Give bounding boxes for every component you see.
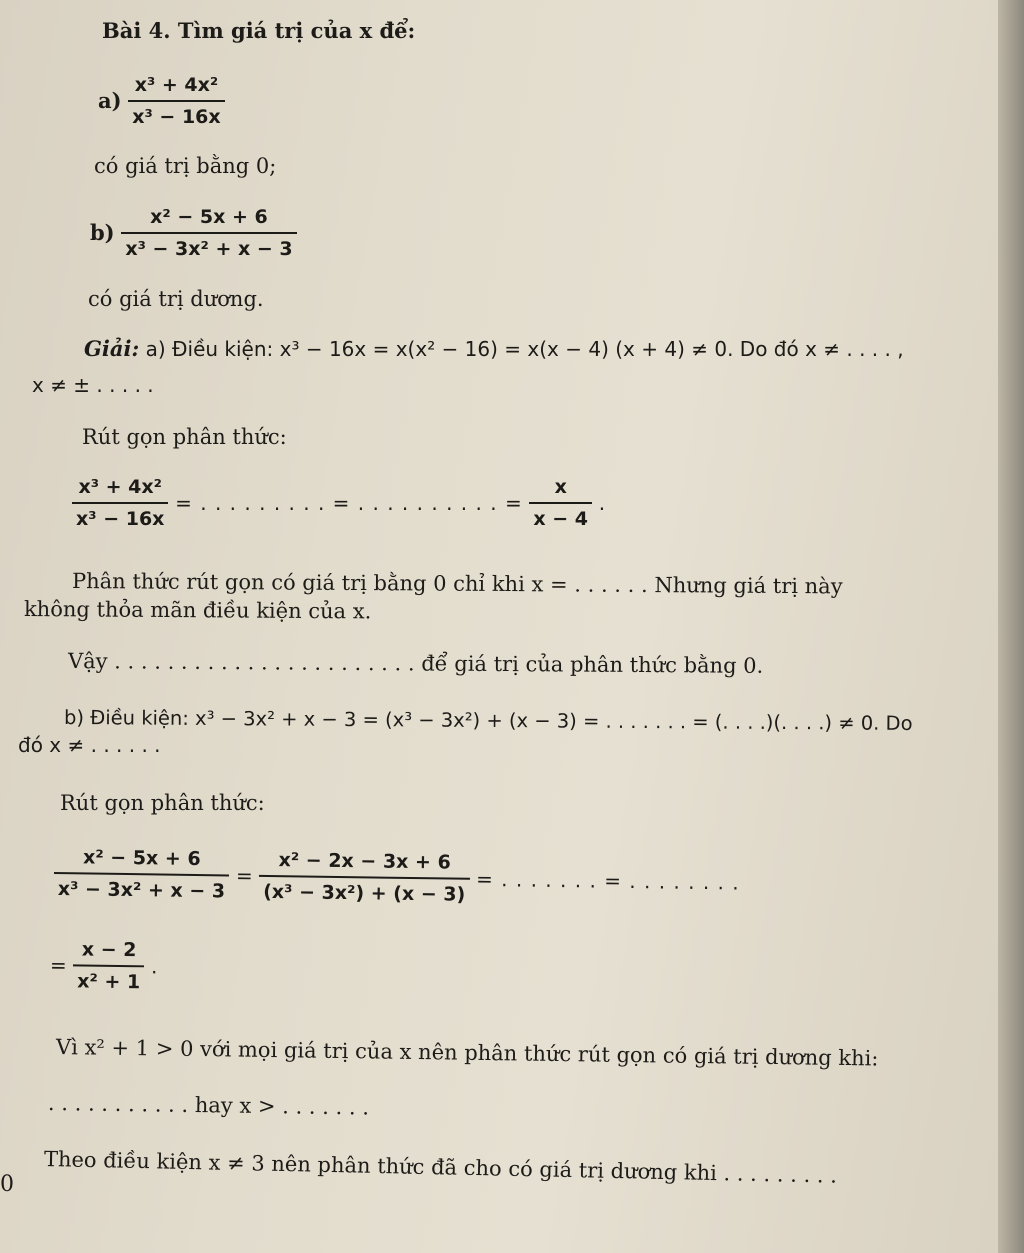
solution-heading: Giải: xyxy=(84,336,140,361)
part-b-fraction-expr xyxy=(121,204,296,262)
page-number: 0 xyxy=(0,1172,14,1197)
solution-a-lhs-fraction xyxy=(72,474,168,532)
part-a-label: a) xyxy=(98,88,122,113)
part-a-numerator: x³ + 4x² xyxy=(128,72,224,102)
solution-b-f2-numerator: x² − 2x − 3x + 6 xyxy=(259,847,469,880)
solution-a-line2: x ≠ ± . . . . . xyxy=(32,373,154,397)
solution-a-condition: a) Điều kiện: x³ − 16x = x(x² − 16) = x(x − 4) (x + 4) ≠ 0. Do đó x ≠ . . . . , xyxy=(139,337,904,361)
solution-b-f1-numerator: x² − 5x + 6 xyxy=(54,844,230,876)
solution-b-equals-1: = xyxy=(235,863,253,888)
solution-b-f1-denominator: x³ − 3x² + x − 3 xyxy=(57,878,226,903)
solution-b-reason-2: . . . . . . . . . . . hay x > . . . . . . . xyxy=(47,1091,370,1120)
solution-b-final: Theo điều kiện x ≠ 3 nên phân thức đã cho có giá trị dương khi . . . . . . . . . xyxy=(43,1147,838,1188)
solution-a-line1 xyxy=(84,336,904,362)
solution-b-result xyxy=(50,936,158,995)
solution-b-f2-denominator: (x³ − 3x²) + (x − 3) xyxy=(263,880,466,906)
part-a-denominator: x³ − 16x xyxy=(132,106,221,128)
part-a-fraction xyxy=(98,72,225,130)
part-a-condition: có giá trị bằng 0; xyxy=(94,154,277,178)
part-b-label: b) xyxy=(90,220,115,245)
solution-a-simplify-chain xyxy=(72,474,605,532)
solution-b-fraction-2 xyxy=(259,847,470,908)
solution-a-conclusion-2: không thỏa mãn điều kiện của x. xyxy=(23,597,372,624)
solution-a-rhs-numerator: x xyxy=(529,474,592,504)
solution-a-final: Vậy . . . . . . . . . . . . . . . . . . . . . . . để giá trị của phân thức bằng 0. xyxy=(67,649,764,678)
solution-a-rhs-fraction xyxy=(529,474,592,532)
part-b-fraction xyxy=(90,204,297,262)
solution-a-end-dot: . xyxy=(598,491,606,515)
solution-b-reason-1: Vì x² + 1 > 0 với mọi giá trị của x nên phân thức rút gọn có giá trị dương khi: xyxy=(55,1035,879,1071)
part-b-condition: có giá trị dương. xyxy=(88,287,264,311)
solution-a-simplify-label: Rút gọn phân thức: xyxy=(82,425,287,449)
solution-b-line2: đó x ≠ . . . . . . xyxy=(18,733,161,757)
solution-b-line1 xyxy=(64,704,913,737)
solution-b-simplify-chain xyxy=(54,844,741,912)
solution-b-equals-2: = xyxy=(49,953,67,978)
problem-title: Bài 4. Tìm giá trị của x để: xyxy=(102,18,416,43)
solution-b-fraction-1 xyxy=(54,844,230,904)
part-b-numerator: x² − 5x + 6 xyxy=(121,204,296,234)
solution-b-end-dot: . xyxy=(150,954,158,979)
solution-b-f3-numerator: x − 2 xyxy=(73,936,144,967)
solution-a-lhs-numerator: x³ + 4x² xyxy=(72,474,168,504)
solution-a-conclusion-1: Phân thức rút gọn có giá trị bằng 0 chỉ khi x = . . . . . . Nhưng giá trị này xyxy=(71,569,843,599)
part-b-denominator: x³ − 3x² + x − 3 xyxy=(125,238,293,260)
solution-b-fraction-3 xyxy=(73,936,145,995)
solution-a-lhs-denominator: x³ − 16x xyxy=(76,508,165,530)
solution-b-blanks: = . . . . . . . = . . . . . . . . xyxy=(475,866,740,895)
solution-b-f3-denominator: x² + 1 xyxy=(77,970,141,994)
solution-a-rhs-denominator: x − 4 xyxy=(533,508,589,530)
solution-a-blanks: = . . . . . . . . . = . . . . . . . . . . = xyxy=(175,491,523,515)
page-edge xyxy=(998,0,1024,1253)
solution-b-condition: b) Điều kiện: x³ − 3x² + x − 3 = (x³ − 3x²) + (x − 3) = . . . . . . . = (. . . .)(. . . .) ≠ 0. Do xyxy=(63,706,913,735)
part-a-fraction-expr xyxy=(128,72,224,130)
solution-b-simplify-label: Rút gọn phân thức: xyxy=(60,791,265,815)
